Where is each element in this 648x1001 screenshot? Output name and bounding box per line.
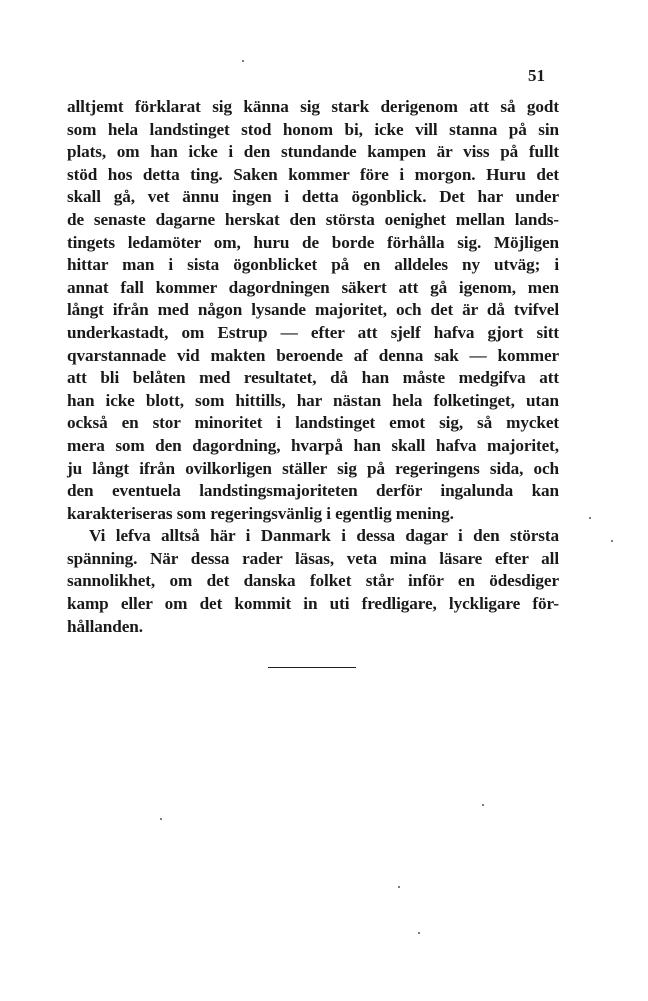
text-line: alltjemt förklarat sig känna sig stark derigenom att så godt xyxy=(67,97,559,116)
print-speck xyxy=(611,540,613,542)
section-divider-rule xyxy=(268,667,356,668)
text-line: kamp eller om det kommit in uti fredligare, lyckligare för- xyxy=(67,594,559,614)
print-speck xyxy=(589,517,591,519)
print-speck xyxy=(242,60,244,62)
print-speck xyxy=(418,932,420,934)
print-speck xyxy=(482,804,484,806)
text-line: hållanden. xyxy=(67,616,143,636)
text-line: skall gå, vet ännu ingen i detta ögonblick. Det har under xyxy=(67,187,559,207)
text-line: tingets ledamöter om, huru de borde förhålla sig. Möjligen xyxy=(67,232,559,252)
paragraph-1 xyxy=(67,96,559,525)
text-line: sannolikhet, om det danska folket står inför en ödesdiger xyxy=(67,571,559,591)
text-line: att bli belåten med resultatet, då han måste medgifva att xyxy=(67,368,559,388)
text-line: de senaste dagarne herskat den största oenighet mellan lands- xyxy=(67,209,559,229)
text-line: långt ifrån med någon lysande majoritet, och det är då tvifvel xyxy=(67,300,559,320)
text-line: hittar man i sista ögonblicket på en alldeles ny utväg; i xyxy=(67,255,559,275)
text-line: karakteriseras som regeringsvänlig i egentlig mening. xyxy=(67,503,454,523)
body-text xyxy=(67,96,559,638)
text-line: spänning. När dessa rader läsas, veta mina läsare efter all xyxy=(67,548,559,568)
text-line: mera som den dagordning, hvarpå han skall hafva majoritet, xyxy=(67,435,559,455)
text-line: Vi lefva alltså här i Danmark i dessa dagar i den största xyxy=(89,526,559,546)
text-line: ju långt ifrån ovilkorligen ställer sig på regeringens sida, och xyxy=(67,458,559,478)
text-line: plats, om han icke i den stundande kampen är viss på fullt xyxy=(67,142,559,162)
page-number: 51 xyxy=(528,66,545,85)
text-line: han icke blott, som hittills, har nästan hela folketinget, utan xyxy=(67,390,559,410)
text-line: qvarstannade vid makten beroende af denna sak — kommer xyxy=(67,345,559,365)
paragraph-2 xyxy=(67,525,559,638)
text-line: underkastadt, om Estrup — efter att sjelf hafva gjort sitt xyxy=(67,322,559,342)
print-speck xyxy=(160,818,162,820)
text-line: stöd hos detta ting. Saken kommer före i morgon. Huru det xyxy=(67,164,559,184)
text-line: annat fall kommer dagordningen säkert att gå igenom, men xyxy=(67,277,559,297)
text-line: som hela landstinget stod honom bi, icke vill stanna på sin xyxy=(67,119,559,139)
print-speck xyxy=(398,886,400,888)
text-line: den eventuela landstingsmajoriteten derför ingalunda kan xyxy=(67,481,559,501)
text-line: också en stor minoritet i landstinget emot sig, så mycket xyxy=(67,413,559,433)
